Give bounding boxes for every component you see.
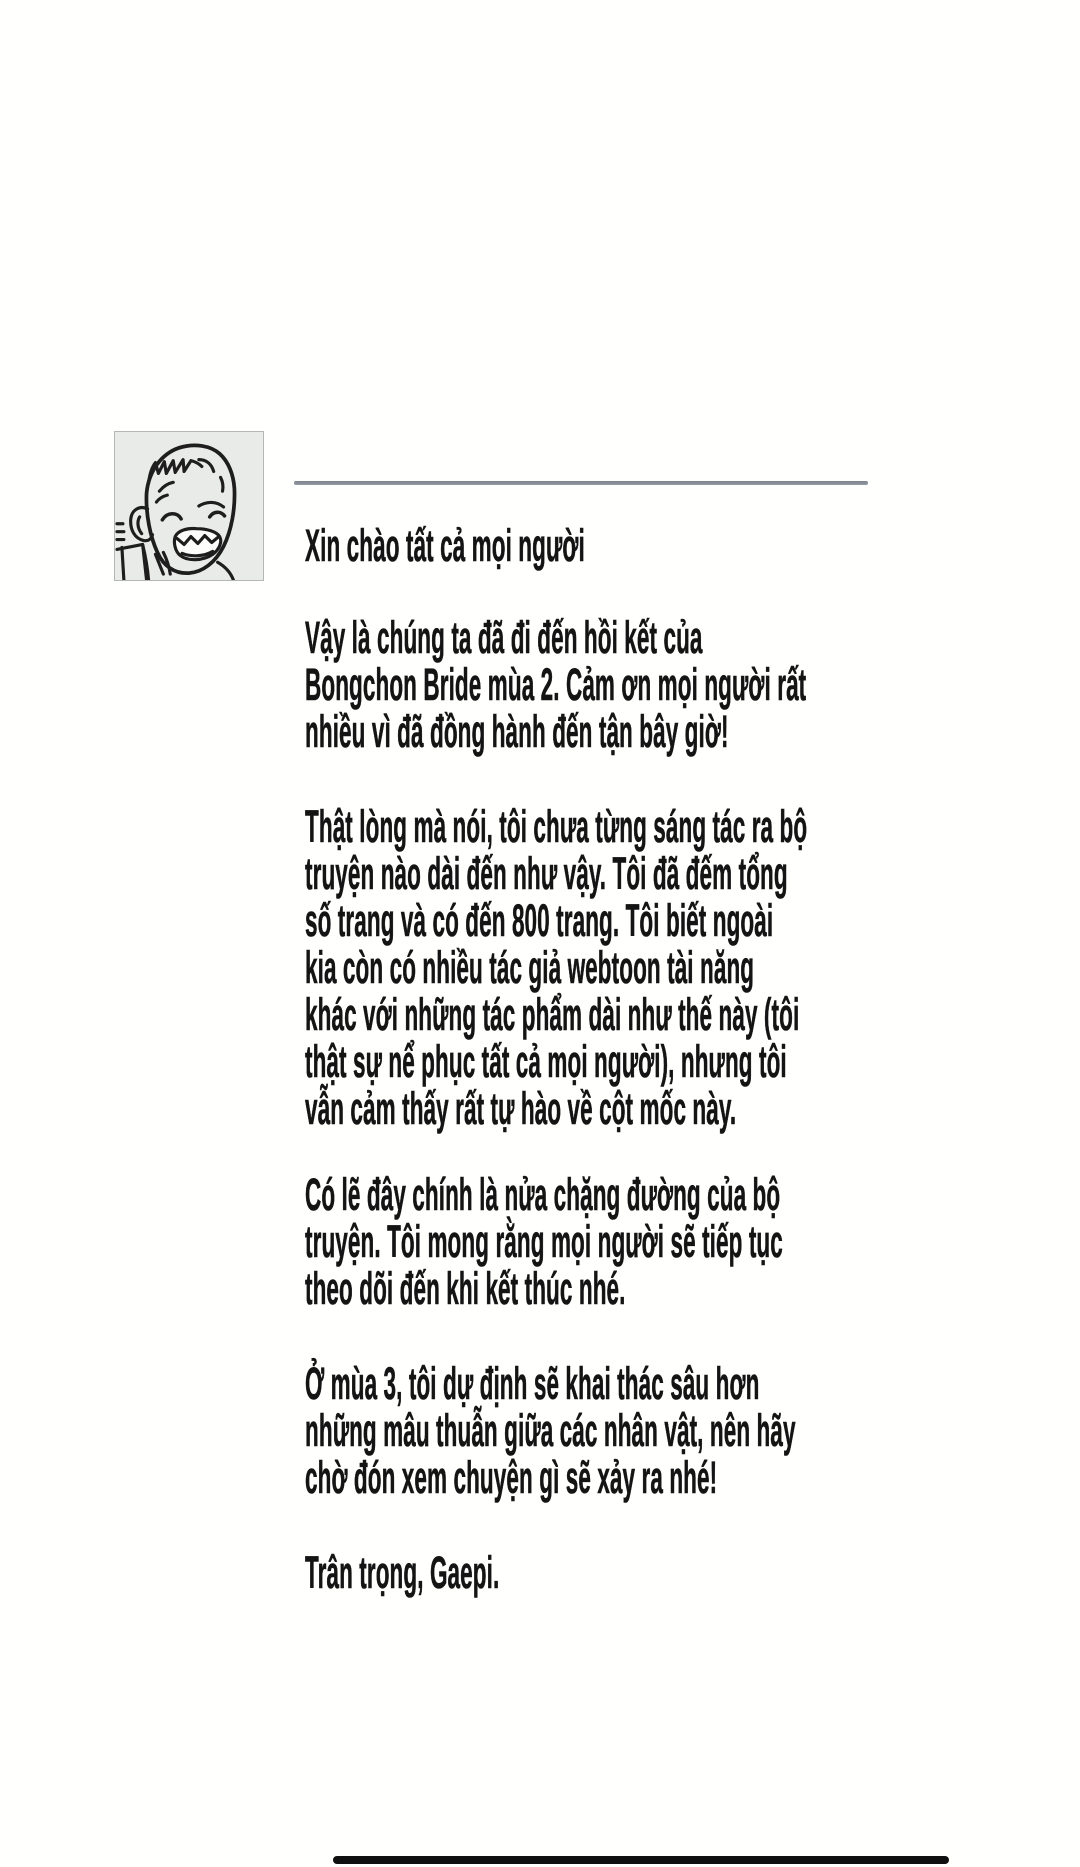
note-line: truyện. Tôi mong rằng mọi người sẽ tiếp tục <box>305 1216 783 1267</box>
paragraph-800-pages <box>305 803 1080 1132</box>
greeting-text: Xin chào tất cả mọi người <box>305 520 585 571</box>
greeting-paragraph <box>305 522 865 569</box>
paragraph-season-3 <box>305 1360 1080 1501</box>
signoff-text: Trân trọng, Gaepi. <box>305 1547 500 1598</box>
author-face-doodle-icon <box>115 432 263 580</box>
note-line: Có lẽ đây chính là nửa chặng đường của bộ <box>305 1169 781 1220</box>
note-line: Vậy là chúng ta đã đi đến hồi kết của <box>305 612 703 663</box>
note-line: những mâu thuẫn giữa các nhân vật, nên hãy <box>305 1405 796 1456</box>
author-avatar <box>114 431 264 581</box>
note-line: kia còn có nhiều tác giả webtoon tài năng <box>305 942 755 993</box>
note-line: truyện nào dài đến như vậy. Tôi đã đếm tổng <box>305 848 788 899</box>
note-line: vẫn cảm thấy rất tự hào về cột mốc này. <box>305 1083 737 1134</box>
note-line: Bongchon Bride mùa 2. Cảm ơn mọi người rất <box>305 659 807 710</box>
note-line: Ở mùa 3, tôi dự định sẽ khai thác sâu hơn <box>305 1358 760 1409</box>
note-line: số trang và có đến 800 trang. Tôi biết ngoài <box>305 895 774 946</box>
paragraph-halfway-point <box>305 1171 1080 1312</box>
note-line: chờ đón xem chuyện gì sẽ xảy ra nhé! <box>305 1452 718 1503</box>
note-line: khác với những tác phẩm dài như thế này (tôi <box>305 989 800 1040</box>
note-line: Thật lòng mà nói, tôi chưa từng sáng tác ra bộ <box>305 801 808 852</box>
paragraph-season-end <box>305 614 1080 755</box>
note-line: nhiều vì đã đồng hành đến tận bây giờ! <box>305 706 729 757</box>
section-divider-line <box>294 481 868 485</box>
signoff-paragraph <box>305 1549 694 1596</box>
note-line: thật sự nể phục tất cả mọi người), nhưng tôi <box>305 1036 787 1087</box>
bottom-panel-cut-bar <box>333 1856 949 1864</box>
note-line: theo dõi đến khi kết thúc nhé. <box>305 1263 626 1314</box>
